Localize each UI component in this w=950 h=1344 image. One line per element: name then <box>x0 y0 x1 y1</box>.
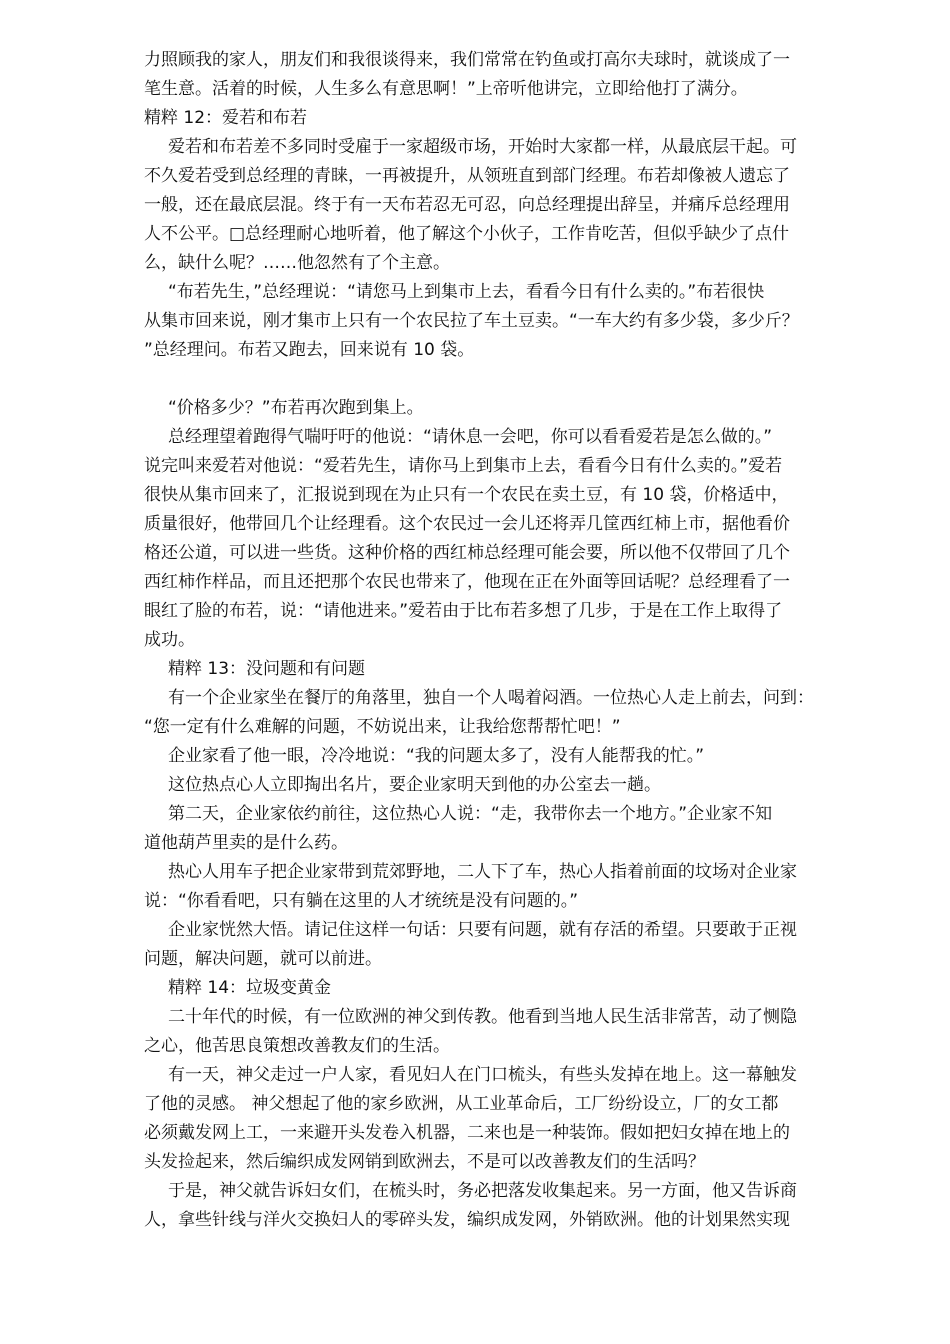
text-line: 不久爱若受到总经理的青睐，一再被提升，从领班直到部门经理。布若却像被人遗忘了 <box>144 166 790 186</box>
text-line: 必须戴发网上工，一来避开头发卷入机器，二来也是一种装饰。假如把妇女掉在地上的 <box>144 1123 790 1143</box>
text-line: 眼红了脸的布若，说：“请他进来。”爱若由于比布若多想了几步，于是在工作上取得了 <box>144 601 783 621</box>
text-line: 第二天，企业家依约前往，这位热心人说：“走，我带你去一个地方。”企业家不知 <box>168 804 773 824</box>
text-line: 笔生意。活着的时候，人生多么有意思啊！”上帝听他讲完，立即给他打了满分。 <box>144 79 748 99</box>
text-line: 道他葫芦里卖的是什么药。 <box>144 833 348 853</box>
text-line: 企业家恍然大悟。请记住这样一句话：只要有问题，就有存活的希望。只要敢于正视 <box>168 920 797 940</box>
text-line: “价格多少？”布若再次跑到集上。 <box>168 398 424 418</box>
text-line: 企业家看了他一眼，冷冷地说：“我的问题太多了，没有人能帮我的忙。” <box>168 746 705 766</box>
text-line: 么，缺什么呢？……他忽然有了个主意。 <box>144 253 450 273</box>
text-line: 西红柿作样品，而且还把那个农民也带来了，他现在正在外面等回话呢？总经理看了一 <box>144 572 790 592</box>
section-heading: 精粹 13：没问题和有问题 <box>168 659 366 679</box>
text-line: ”总经理问。布若又跑去，回来说有 10 袋。 <box>144 340 475 360</box>
text-line: 一般，还在最底层混。终于有一天布若忍无可忍，向总经理提出辞呈，并痛斥总经理用 <box>144 195 790 215</box>
text-line: “您一定有什么难解的问题，不妨说出来，让我给您帮帮忙吧！” <box>144 717 621 737</box>
text-line: 问题，解决问题，就可以前进。 <box>144 949 382 969</box>
text-line: 格还公道，可以进一些货。这种价格的西红柿总经理可能会要，所以他不仅带回了几个 <box>144 543 790 563</box>
text-line: 力照顾我的家人，朋友们和我很谈得来，我们常常在钓鱼或打高尔夫球时，就谈成了一 <box>144 50 790 70</box>
text-line: 人，拿些针线与洋火交换妇人的零碎头发，编织成发网，外销欧洲。他的计划果然实现 <box>144 1210 790 1230</box>
text-line: 说：“你看看吧，只有躺在这里的人才统统是没有问题的。” <box>144 891 579 911</box>
section-heading: 精粹 12：爱若和布若 <box>144 108 308 128</box>
text-line: 有一天，神父走过一户人家，看见妇人在门口梳头，有些头发掉在地上。这一幕触发 <box>168 1065 797 1085</box>
text-line: 很快从集市回来了，汇报说到现在为止只有一个农民在卖土豆，有 10 袋，价格适中， <box>144 485 789 505</box>
text-line: 质量很好，他带回几个让经理看。这个农民过一会儿还将弄几筐西红柿上市，据他看价 <box>144 514 790 534</box>
text-line: 于是，神父就告诉妇女们，在梳头时，务必把落发收集起来。另一方面，他又告诉商 <box>168 1181 797 1201</box>
text-line: 说完叫来爱若对他说：“爱若先生，请你马上到集市上去，看看今日有什么卖的。”爱若 <box>144 456 783 476</box>
text-line: 了他的灵感。 神父想起了他的家乡欧洲，从工业革命后，工厂纷纷设立，厂的女工都 <box>144 1094 779 1114</box>
text-line: 二十年代的时候，有一位欧洲的神父到传教。他看到当地人民生活非常苦，动了恻隐 <box>168 1007 797 1027</box>
text-line: “布若先生，”总经理说：“请您马上到集市上去，看看今日有什么卖的。”布若很快 <box>168 282 765 302</box>
text-line: 人不公平。□总经理耐心地听着，他了解这个小伙子，工作肯吃苦，但似乎缺少了点什 <box>144 224 790 244</box>
text-line: 从集市回来说，刚才集市上只有一个农民拉了车土豆卖。“一车大约有多少袋，多少斤？ <box>144 311 799 331</box>
text-line: 总经理望着跑得气喘吁吁的他说：“请休息一会吧，你可以看看爱若是怎么做的。” <box>168 427 773 447</box>
text-line: 热心人用车子把企业家带到荒郊野地，二人下了车，热心人指着前面的坟场对企业家 <box>168 862 797 882</box>
text-line: 有一个企业家坐在餐厅的角落里，独自一个人喝着闷酒。一位热心人走上前去，问到： <box>168 688 814 708</box>
section-heading: 精粹 14：垃圾变黄金 <box>168 978 332 998</box>
text-line: 爱若和布若差不多同时受雇于一家超级市场，开始时大家都一样，从最底层干起。可 <box>168 137 797 157</box>
text-line: 这位热点心人立即掏出名片，要企业家明天到他的办公室去一趟。 <box>168 775 661 795</box>
text-line: 头发捡起来，然后编织成发网销到欧洲去，不是可以改善教友们的生活吗？ <box>144 1152 705 1172</box>
text-line: 之心，他苦思良策想改善教友们的生活。 <box>144 1036 450 1056</box>
text-line: 成功。 <box>144 630 195 650</box>
